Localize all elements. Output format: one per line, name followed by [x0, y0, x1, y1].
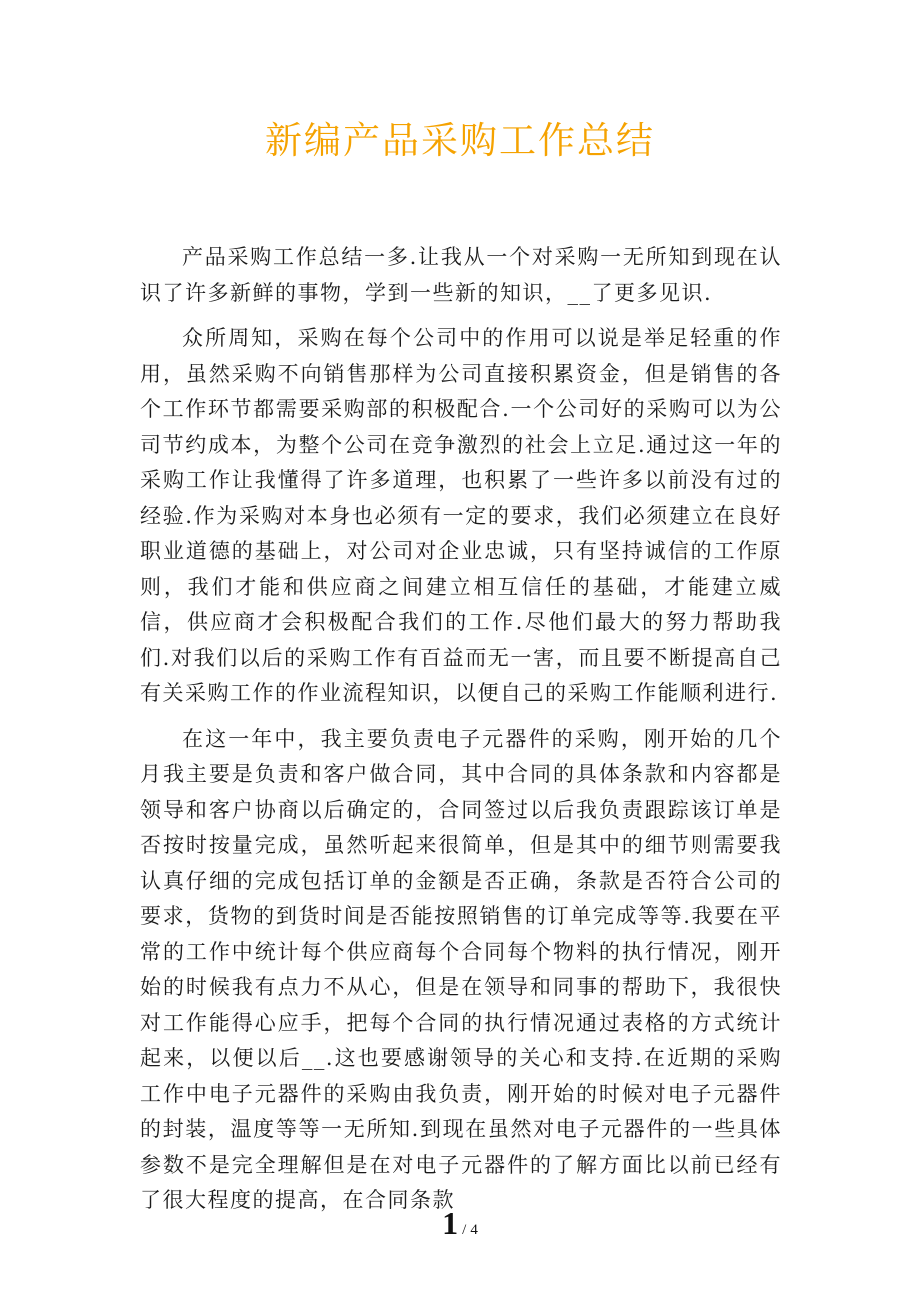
paragraph: 产品采购工作总结一多.让我从一个对采购一无所知到现在认识了许多新鲜的事物，学到一些新的知识，__了更多见识.	[140, 245, 782, 305]
paragraph: 在这一年中，我主要负责电子元器件的采购，刚开始的几个月我主要是负责和客户做合同，其中合同的具体条款和内容都是领导和客户协商以后确定的，合同签过以后我负责跟踪该订单是否按时按量完成，虽然听起来很简单，但是其中的细节则需要我认真仔细的完成包括订单的金额是否正确，条款是否符合公司的要求，货物的到货时间是否能按照销售的订单完成等等.我要在平常的工作中统计每个供应商每个合同每个物料的执行情况，刚开始的时候我有点力不从心，但是在领导和同事的帮助下，我很快对工作能得心应手，把每个合同的执行情况通过表格的方式统计起来，以便以后__.这也要感谢领导的关心和支持.在近期的采购工作中电子元器件的采购由我负责，刚开始的时候对电子元器件的封装，温度等等一无所知.到现在虽然对电子元器件的一些具体参数不是完全理解但是在对电子元器件的了解方面比以前已经有了很大程度的提高，在合同条款	[140, 726, 782, 1212]
page-number	[0, 1205, 920, 1242]
page-number-total: 4	[470, 1222, 478, 1238]
page-number-current: 1	[442, 1205, 459, 1241]
document-title: 新编产品采购工作总结	[265, 119, 655, 162]
page-number-separator: /	[462, 1222, 467, 1238]
document-body	[140, 240, 782, 1229]
paragraph: 众所周知，采购在每个公司中的作用可以说是举足轻重的作用，虽然采购不向销售那样为公司直接积累资金，但是销售的各个工作环节都需要采购部的积极配合.一个公司好的采购可以为公司节约成本，为整个公司在竞争激烈的社会上立足.通过这一年的采购工作让我懂得了许多道理，也积累了一些许多以前没有过的经验.作为采购对本身也必须有一定的要求，我们必须建立在良好职业道德的基础上，对公司对企业忠诚，只有坚持诚信的工作原则，我们才能和供应商之间建立相互信任的基础，才能建立威信，供应商才会积极配合我们的工作.尽他们最大的努力帮助我们.对我们以后的采购工作有百益而无一害，而且要不断提高自己有关采购工作的作业流程知识，以便自己的采购工作能顺利进行.	[140, 326, 782, 705]
